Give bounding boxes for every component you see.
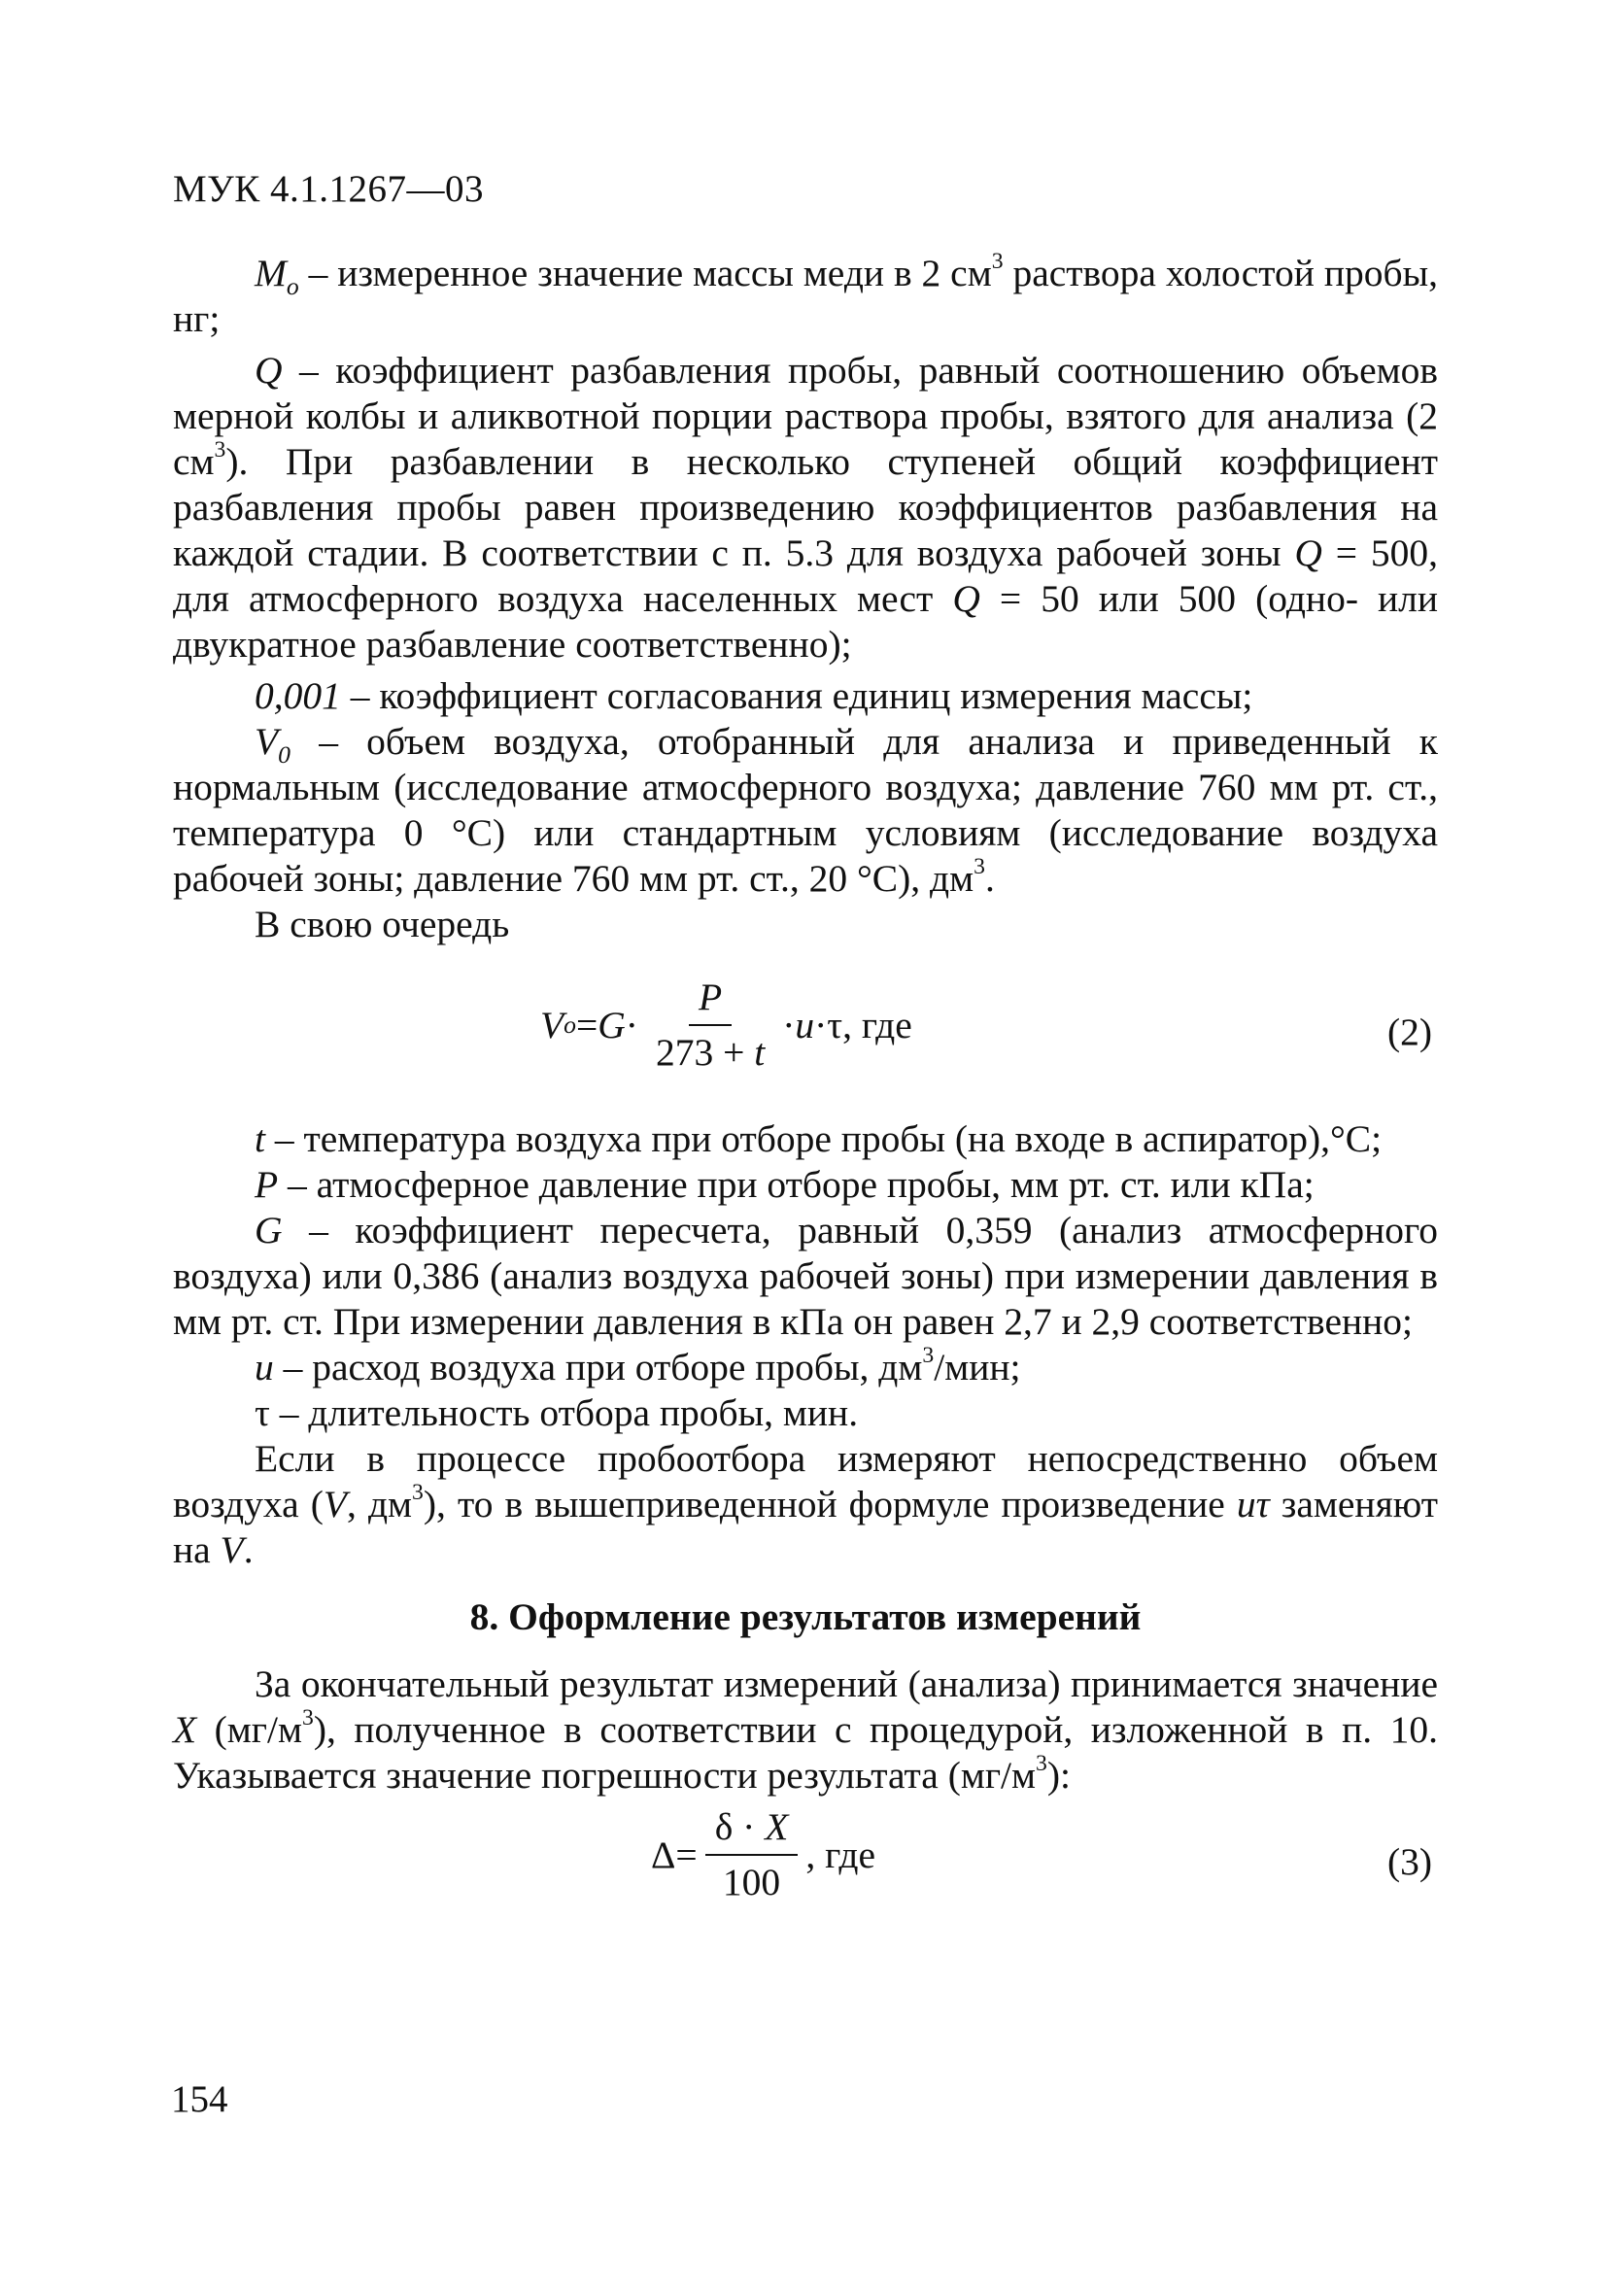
symbol-v-subscript: 0: [278, 739, 290, 769]
symbol-u-tau: uτ: [1236, 1483, 1270, 1525]
para-text-a: За окончательный результат измерений (анализа) принимается значение: [255, 1662, 1438, 1705]
superscript: 3: [991, 249, 1004, 275]
formula-3: [173, 1800, 1438, 1917]
note-text-e: .: [243, 1528, 254, 1571]
definition-p-text: – атмосферное давление при отборе пробы, мм рт. ст. или кПа;: [278, 1163, 1315, 1206]
symbol-tau: τ: [255, 1391, 270, 1434]
document-code-header: МУК 4.1.1267—03: [173, 168, 485, 210]
symbol-u: u: [255, 1346, 274, 1388]
definition-u-text-a: – расход воздуха при отборе пробы, дм: [273, 1346, 923, 1388]
fraction-denominator: 100: [722, 1861, 781, 1903]
formula-equals: =: [675, 1833, 698, 1876]
superscript: 3: [922, 1343, 935, 1369]
intro-text: В свою очередь: [255, 903, 510, 945]
formula-where: , где: [805, 1833, 875, 1876]
symbol-q: Q: [255, 349, 283, 392]
superscript: 3: [301, 1705, 314, 1731]
definition-g: [173, 1208, 1438, 1345]
definition-q-text-d: = 50 или 500 (одно- или двукратное разбавление соответственно);: [173, 577, 1438, 666]
definition-v0-text-b: .: [984, 857, 995, 900]
formula-symbol-v: V: [540, 1003, 564, 1046]
symbol-q: Q: [952, 577, 980, 620]
definition-v0-text: – объем воздуха, отобранный для анализа и приведенный к нормальным (исследование атмосферного воздуха; давление 760 мм рт. ст., температура 0 °С) или стандартным условиям (исследование воздуха рабочей зоны; давление 760 мм рт. ст., 20 °С), дм: [173, 720, 1438, 900]
definition-m0: [173, 251, 1438, 342]
formula-symbol-delta: Δ: [651, 1833, 676, 1876]
denominator-symbol-t: t: [754, 1031, 766, 1074]
formula-dot: ·: [814, 1003, 828, 1046]
definition-k001-text: – коэффициент согласования единиц измерения массы;: [340, 674, 1253, 717]
formula-2: [173, 961, 1438, 1107]
symbol-m: M: [255, 252, 287, 294]
document-body: [173, 251, 1438, 1927]
section-heading: 8. Оформление результатов измерений: [469, 1595, 1142, 1638]
definition-p: [173, 1162, 1438, 1208]
definition-t-text: – температура воздуха при отборе пробы (на входе в аспиратор),°С;: [264, 1117, 1383, 1160]
denominator-constant: 273 +: [655, 1031, 755, 1074]
fraction-numerator: P: [689, 975, 732, 1026]
symbol-v: V: [220, 1528, 244, 1571]
definition-q-text: – коэффициент разбавления пробы, равный соотношению объемов мерной колбы и аликвотной порции раствора пробы, взятого для анализа (2 см: [173, 349, 1438, 483]
formula-where: , где: [842, 1003, 912, 1046]
symbol-x: X: [173, 1708, 197, 1751]
formula-dot: ·: [625, 1003, 638, 1046]
definition-q-text-b: ). При разбавлении в несколько ступеней общий коэффициент разбавления пробы равен произведению коэффициентов разбавления на каждой стадии. В соответствии с п. 5.3 для воздуха рабочей зоны: [173, 440, 1438, 574]
definition-q: [173, 348, 1438, 668]
symbol-v: V: [255, 720, 279, 763]
equation-number-3: (3): [1386, 1840, 1432, 1883]
definition-m0-text-a: – измеренное значение массы меди в 2 см: [298, 252, 992, 294]
definition-u-text-b: /мин;: [934, 1346, 1021, 1388]
note-text-a: Если в процессе пробоотбора измеряют непосредственно объем воздуха (: [173, 1437, 1438, 1525]
definition-m0-text-b: раствора холостой пробы, нг;: [173, 252, 1438, 340]
page-number: 154: [171, 2078, 228, 2120]
symbol-q: Q: [1294, 531, 1322, 574]
fraction-numerator: [705, 1804, 799, 1856]
section-paragraph: [173, 1662, 1438, 1799]
para-text-d: ):: [1046, 1754, 1072, 1797]
volume-note: [173, 1436, 1438, 1573]
formula-2-expression: V o = G · $\frac{P}{273 + t}$ · u · τ , где: [540, 976, 912, 1074]
equation-number-2: (2): [1386, 1011, 1432, 1053]
formula-equals: =: [575, 1003, 598, 1046]
symbol-g: G: [255, 1209, 283, 1251]
definition-tau-text: – длительность отбора пробы, мин.: [269, 1391, 859, 1434]
formula-3-fraction: [705, 1804, 799, 1905]
formula-2-fraction: [646, 975, 774, 1076]
superscript: 3: [412, 1480, 424, 1506]
superscript: 3: [214, 437, 226, 463]
definition-q-text-c: = 500, для атмосферного воздуха населенных мест: [173, 531, 1438, 620]
formula-symbol-tau: τ: [827, 1003, 843, 1046]
formula-3-expression: [651, 1804, 875, 1905]
fraction-denominator: [646, 1026, 774, 1076]
note-text-c: ), то в вышеприведенной формуле произведение: [423, 1483, 1237, 1525]
superscript: 3: [1036, 1751, 1047, 1777]
numerator-delta: δ ·: [714, 1805, 766, 1848]
definition-k001: [173, 673, 1438, 719]
numerator-x: X: [765, 1805, 789, 1848]
definition-u: [173, 1345, 1438, 1390]
definition-v0: [173, 719, 1438, 902]
definition-tau: [173, 1390, 1438, 1436]
definition-t: [173, 1116, 1438, 1162]
note-text-b: , дм: [347, 1483, 413, 1525]
symbol-t: t: [255, 1117, 265, 1160]
para-text-b: (мг/м: [196, 1708, 302, 1751]
symbol-m-subscript: o: [286, 271, 299, 300]
superscript: 3: [974, 854, 985, 880]
formula-dot: ·: [782, 1003, 796, 1046]
para-text-c: ), полученное в соответствии с процедурой, изложенной в п. 10. Указывается значение погрешности результата (мг/м: [173, 1708, 1438, 1797]
symbol-p: P: [255, 1163, 279, 1206]
definition-g-text: – коэффициент пересчета, равный 0,359 (анализ атмосферного воздуха) или 0,386 (анализ воздуха рабочей зоны) при измерении давления в мм рт. ст. При измерении давления в кПа он равен 2,7 и 2,9 соответственно;: [173, 1209, 1438, 1343]
symbol-v: V: [323, 1483, 347, 1525]
formula-symbol-u: u: [795, 1003, 815, 1046]
note-text-d: заменяют на: [173, 1483, 1438, 1571]
formula-symbol-g: G: [598, 1003, 626, 1046]
symbol-0001: 0,001: [255, 674, 341, 717]
